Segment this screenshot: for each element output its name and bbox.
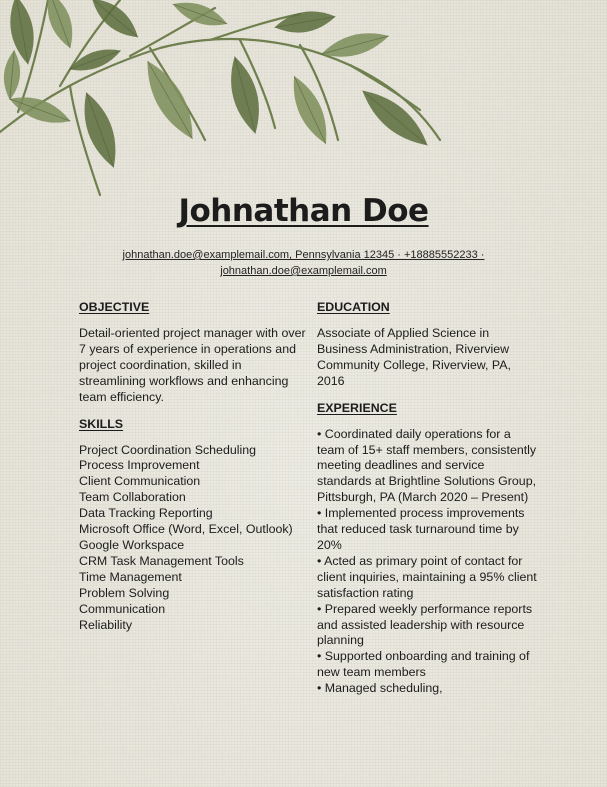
education-text: Associate of Applied Science in Business Administration, Riverview Community College, Riverview, PA, 2016 [317, 326, 511, 388]
branch-stem [0, 39, 440, 140]
skills-heading: SKILLS [79, 416, 124, 431]
contact-info [100, 247, 507, 279]
contact-line-1[interactable]: johnathan.doe@examplemail.com, Pennsylvania 12345 · +18885552233 · [122, 249, 485, 261]
skill-item: Problem Solving [79, 585, 170, 600]
skill-item: Communication [79, 601, 166, 616]
leaf-shape [273, 7, 338, 37]
experience-list [317, 427, 539, 697]
objective-text: Detail-oriented project manager with over 7 years of experience in operations and project coordination, skilled in streamlining workflows and enhancing team efficiency. [79, 326, 306, 404]
skill-item: CRM Task Management Tools [79, 553, 244, 568]
leaf-shape [75, 88, 125, 171]
experience-item: • Implemented process improvements that reduced task turnaround time by 20% [317, 506, 525, 552]
experience-item: • Prepared weekly performance reports and assisted leadership with resource planning [317, 601, 533, 648]
leaf-shape [136, 55, 204, 146]
skill-item: Process Improvement [79, 458, 200, 473]
experience-item: • Supported onboarding and training of new team members [317, 649, 530, 680]
experience-item: • Acted as primary point of contact for client inquiries, maintaining a 95% client satisfaction rating [317, 553, 537, 600]
leaf-shape [86, 0, 145, 45]
skill-item: Client Communication [79, 474, 201, 489]
skill-item: Reliability [79, 617, 133, 632]
objective-heading: OBJECTIVE [79, 300, 150, 314]
contact-line-2[interactable]: johnathan.doe@examplemail.com [220, 265, 387, 277]
leaf-shape [319, 26, 392, 63]
experience-item: • Managed scheduling, [317, 681, 443, 696]
leaf-shape [2, 49, 22, 100]
skill-item: Microsoft Office (Word, Excel, Outlook) [79, 522, 293, 537]
education-heading: EDUCATION [317, 300, 390, 314]
experience-item: • Coordinated daily operations for a team of 15+ staff members, consistently meeting deadlines and service standards at Brightline Solutions Group, Pittsburgh, PA (March 2020 – Present) [317, 426, 537, 505]
skill-item: Google Workspace [79, 537, 185, 552]
skill-item: Time Management [79, 569, 182, 584]
leaf-branch-illustration [0, 0, 460, 210]
skill-item: Team Collaboration [79, 490, 186, 505]
right-column [317, 299, 539, 697]
leaf-shape [223, 53, 267, 136]
skill-item: Data Tracking Reporting [79, 506, 213, 521]
skills-list [79, 443, 309, 634]
experience-heading: EXPERIENCE [317, 400, 397, 415]
candidate-name: Johnathan Doe [178, 193, 429, 229]
leaf-shape [6, 89, 74, 130]
left-column [79, 299, 309, 633]
skill-item: Project Coordination Scheduling [79, 442, 257, 457]
leaf-shape [284, 71, 336, 148]
